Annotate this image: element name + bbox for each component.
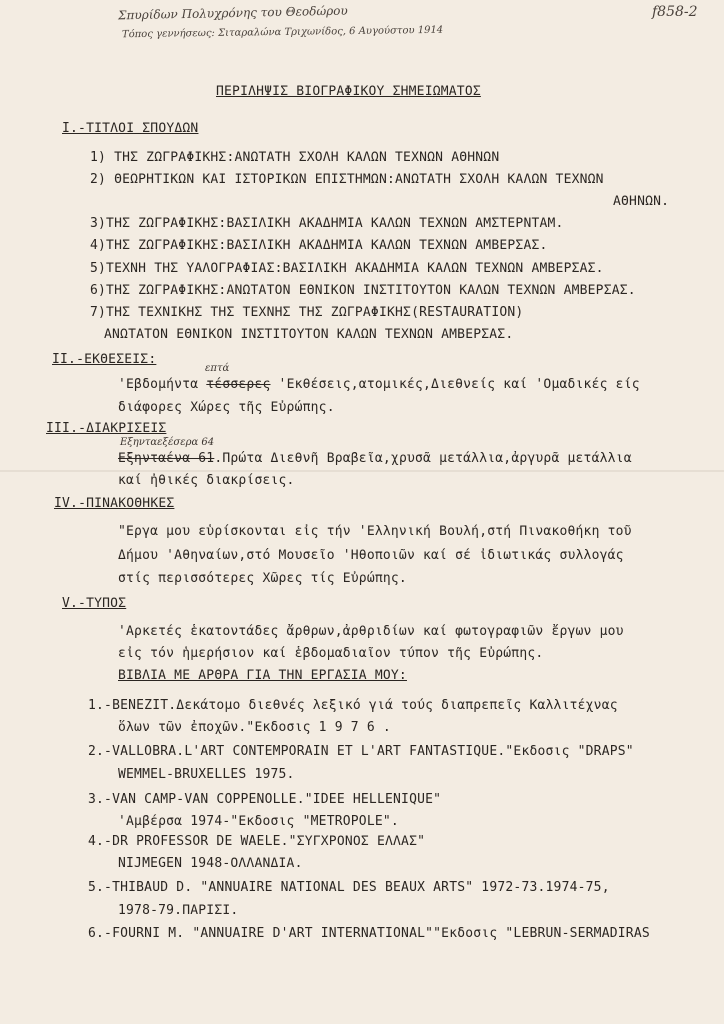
galleries-text: στίς περισσότερες Χῶρες τίς Εὐρώπης. — [118, 571, 407, 586]
document-title: ΠΕΡΙΛΗΨΙΣ ΒΙΟΓΡΑΦΙΚΟΥ ΣΗΜΕΙΩΜΑΤΟΣ — [216, 84, 481, 99]
book-entry: 2.-VALLOBRA.L'ART CONTEMPORAIN ET L'ART FANTASTIQUE."Εκδοσις "DRAPS" — [88, 744, 634, 759]
galleries-text: "Εργα μου εὑρίσκονται εἰς τήν 'Ελληνική Βουλή,στή Πινακοθήκη τοῦ — [118, 524, 632, 539]
section-studies-heading: I.-ΤΙΤΛΟΙ ΣΠΟΥΔΩΝ — [62, 121, 199, 136]
book-entry: 5.-THIBAUD D. "ANNUAIRE NATIONAL DES BEAUX ARTS" 1972-73.1974-75, — [88, 880, 610, 895]
book-entry: NIJMEGEN 1948-ΟΛΛΑΝΔΙΑ. — [118, 856, 303, 871]
book-entry: 1978-79.ΠΑΡΙΣΙ. — [118, 903, 239, 918]
book-entry: 6.-FOURNI M. "ANNUAIRE D'ART INTERNATIONAL""Εκδοσις "LEBRUN-SERMADIRAS — [88, 926, 650, 941]
section-distinctions-heading: III.-ΔΙΑΚΡΙΣΕΙΣ — [46, 421, 167, 436]
studies-item-continuation: ΑΝΩΤΑΤΟΝ ΕΘΝΙΚΟΝ ΙΝΣΤΙΤΟΥΤΟΝ ΚΑΛΩΝ ΤΕΧΝΩΝ ΑΜΒΕΡΣΑΣ. — [104, 327, 514, 342]
distinctions-text: καί ἠθικές διακρίσεις. — [118, 473, 295, 488]
book-entry: 1.-BENEZIT.Δεκάτομο διεθνές λεξικό γιά τούς διαπρεπεῖς Καλλιτέχνας — [88, 698, 618, 713]
press-text: εἰς τόν ἡμερήσιον καί ἑβδομαδιαῖον τύπον τῆς Εὐρώπης. — [118, 646, 544, 661]
handwritten-birth: Τόπος γεννήσεως: Σιταραλώνα Τριχωνίδος, 6 Αυγούστου 1914 — [121, 24, 444, 41]
book-entry: WEMMEL-BRUXELLES 1975. — [118, 767, 295, 782]
section-books-heading: ΒΙΒΛΙΑ ΜΕ ΑΡΘΡΑ ΓΙΑ ΤΗΝ ΕΡΓΑΣΙΑ ΜΟΥ: — [118, 668, 407, 683]
book-entry: 'Αμβέρσα 1974-"Εκδοσις "METROPOLE". — [118, 814, 399, 829]
studies-item: 3)ΤΗΣ ΖΩΓΡΑΦΙΚΗΣ:ΒΑΣΙΛΙΚΗ ΑΚΑΔΗΜΙΑ ΚΑΛΩΝ ΤΕΧΝΩΝ ΑΜΣΤΕΡΝΤΑΜ. — [90, 216, 564, 231]
studies-item: 6)ΤΗΣ ΖΩΓΡΑΦΙΚΗΣ:ΑΝΩΤΑΤΟΝ ΕΘΝΙΚΟΝ ΙΝΣΤΙΤΟΥΤΟΝ ΚΑΛΩΝ ΤΕΧΝΩΝ ΑΜΒΕΡΣΑΣ. — [90, 283, 636, 298]
book-entry: 4.-DR PROFESSOR DE WAELE."ΣΥΓΧΡΟΝΟΣ ΕΛΛΑΣ" — [88, 834, 426, 849]
studies-item: 2) ΘΕΩΡΗΤΙΚΩΝ ΚΑΙ ΙΣΤΟΡΙΚΩΝ ΕΠΙΣΤΗΜΩΝ:ΑΝΩΤΑΤΗ ΣΧΟΛΗ ΚΑΛΩΝ ΤΕΧΝΩΝ — [90, 172, 604, 187]
exhibitions-text: διάφορες Χώρες τῆς Εὐρώπης. — [118, 400, 335, 415]
press-text: 'Αρκετές ἑκατοντάδες ἄρθρων,ἀρθριδίων καί φωτογραφιῶν ἔργων μου — [118, 624, 624, 639]
distinctions-text: Εξηνταένα 61.Πρώτα Διεθνῆ Βραβεῖα,χρυσᾶ μετάλλια,ἀργυρᾶ μετάλλια — [118, 451, 632, 466]
section-galleries-heading: IV.-ΠΙΝΑΚΟΘΗΚΕΣ — [54, 496, 175, 511]
studies-item: 4)ΤΗΣ ΖΩΓΡΑΦΙΚΗΣ:ΒΑΣΙΛΙΚΗ ΑΚΑΔΗΜΙΑ ΚΑΛΩΝ ΤΕΧΝΩΝ ΑΜΒΕΡΣΑΣ. — [90, 238, 548, 253]
handwritten-insertion: επτά — [205, 363, 230, 374]
book-entry: ὅλων τῶν ἐποχῶν."Εκδοσις 1 9 7 6 . — [118, 720, 391, 735]
struck-word: τέσσερες — [206, 377, 271, 392]
studies-item: 5)ΤΕΧΝΗ ΤΗΣ ΥΑΛΟΓΡΑΦΙΑΣ:ΒΑΣΙΛΙΚΗ ΑΚΑΔΗΜΙΑ ΚΑΛΩΝ ΤΕΧΝΩΝ ΑΜΒΕΡΣΑΣ. — [90, 261, 604, 276]
exhibitions-text: 'Εβδομήντα τέσσερες 'Εκθέσεις,ατομικές,Διεθνείς καί 'Ομαδικές είς — [118, 377, 640, 392]
section-exhibitions-heading: II.-ΕΚΘΕΣΕΙΣ: — [52, 352, 157, 367]
studies-item: 1) ΤΗΣ ΖΩΓΡΑΦΙΚΗΣ:ΑΝΩΤΑΤΗ ΣΧΟΛΗ ΚΑΛΩΝ ΤΕΧΝΩΝ ΑΘΗΝΩΝ — [90, 150, 500, 165]
book-entry: 3.-VAN CAMP-VAN COPPENOLLE."IDEE HELLENIQUE" — [88, 792, 442, 807]
struck-word: Εξηνταένα 61 — [118, 451, 215, 466]
paper-fold — [0, 470, 724, 472]
studies-item: 7)ΤΗΣ ΤΕΧΝΙΚΗΣ ΤΗΣ ΤΕΧΝΗΣ ΤΗΣ ΖΩΓΡΑΦΙΚΗΣ(RESTAURATION) — [90, 305, 524, 320]
section-press-heading: V.-ΤΥΠΟΣ — [62, 596, 127, 611]
handwritten-reference: f858-2 — [652, 4, 698, 20]
handwritten-name: Σπυρίδων Πολυχρόνης του Θεοδώρου — [117, 3, 348, 23]
handwritten-insertion: Εξηνταεξέσερα 64 — [120, 437, 215, 448]
galleries-text: Δήμου 'Αθηναίων,στό Μουσεῖο 'Ηθοποιῶν καί σέ ἰδιωτικάς συλλογάς — [118, 548, 624, 563]
studies-item-continuation: ΑΘΗΝΩΝ. — [613, 194, 670, 209]
